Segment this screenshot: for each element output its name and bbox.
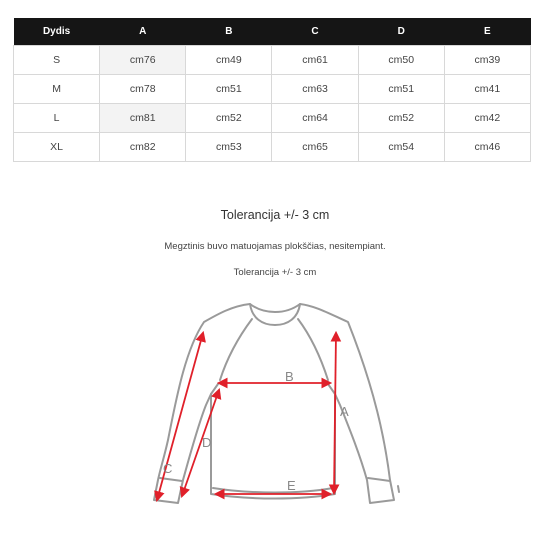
table-cell: cm82 bbox=[100, 133, 186, 162]
table-cell: cm52 bbox=[358, 104, 444, 133]
table-cell: cm78 bbox=[100, 75, 186, 104]
table-cell: cm46 bbox=[444, 133, 530, 162]
table-cell: cm49 bbox=[186, 46, 272, 75]
size-cell: L bbox=[14, 104, 100, 133]
header-size: Dydis bbox=[14, 18, 100, 46]
table-cell: cm64 bbox=[272, 104, 358, 133]
table-cell: cm76 bbox=[100, 46, 186, 75]
tolerance-title: Tolerancija +/- 3 cm bbox=[220, 208, 330, 222]
header-e: E bbox=[444, 18, 530, 46]
table-cell: cm61 bbox=[272, 46, 358, 75]
label-a: A bbox=[340, 404, 349, 419]
tolerance-note: Tolerancija +/- 3 cm bbox=[233, 267, 317, 278]
table-cell: cm81 bbox=[100, 104, 186, 133]
table-cell: cm51 bbox=[358, 75, 444, 104]
size-cell: M bbox=[14, 75, 100, 104]
table-cell: cm50 bbox=[358, 46, 444, 75]
table-cell: cm52 bbox=[186, 104, 272, 133]
size-cell: XL bbox=[14, 133, 100, 162]
table-cell: cm54 bbox=[358, 133, 444, 162]
label-c: C bbox=[163, 461, 173, 476]
table-cell: cm41 bbox=[444, 75, 530, 104]
label-b: B bbox=[285, 369, 294, 384]
label-e: E bbox=[287, 478, 296, 493]
label-d: D bbox=[202, 435, 212, 450]
table-cell: cm51 bbox=[186, 75, 272, 104]
header-c: C bbox=[272, 18, 358, 46]
table-cell: cm65 bbox=[272, 133, 358, 162]
size-cell: S bbox=[14, 46, 100, 75]
measurement-labels bbox=[163, 369, 349, 493]
table-cell: cm53 bbox=[186, 133, 272, 162]
table-cell: cm39 bbox=[444, 46, 530, 75]
header-a: A bbox=[100, 18, 186, 46]
table-cell: cm63 bbox=[272, 75, 358, 104]
header-b: B bbox=[186, 18, 272, 46]
arrow-d bbox=[182, 390, 219, 496]
table-cell: cm42 bbox=[444, 104, 530, 133]
measurement-note: Megztinis buvo matuojamas plokščias, nesitempiant. bbox=[164, 241, 386, 252]
header-d: D bbox=[358, 18, 444, 46]
